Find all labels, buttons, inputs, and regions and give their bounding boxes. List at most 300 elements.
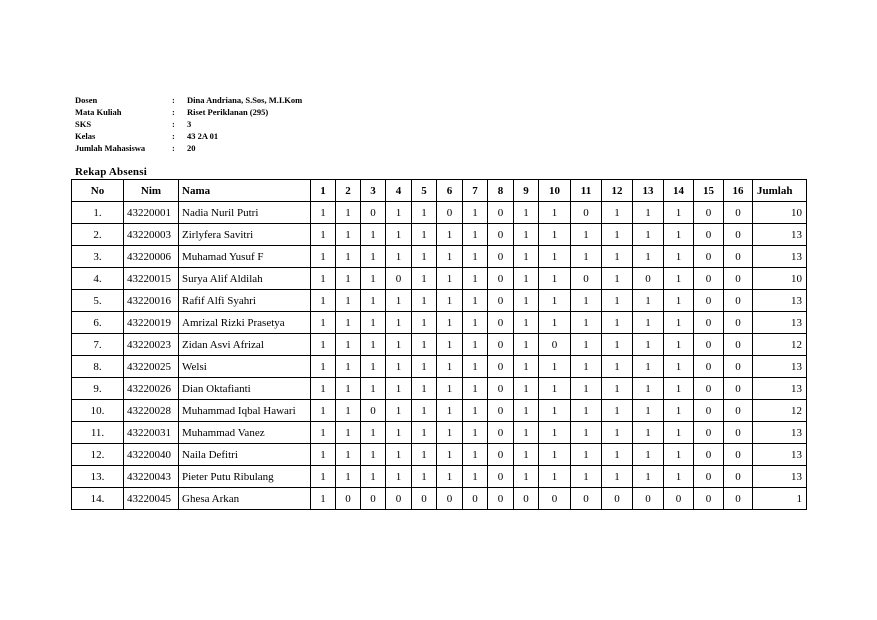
cell-session: 1 bbox=[633, 400, 664, 422]
info-label: SKS bbox=[75, 119, 92, 129]
cell-session: 1 bbox=[463, 202, 488, 224]
cell-nim: 43220045 bbox=[124, 488, 179, 510]
cell-session: 1 bbox=[386, 334, 412, 356]
info-colon: : bbox=[172, 95, 175, 105]
cell-session: 0 bbox=[437, 202, 463, 224]
cell-nama: Welsi bbox=[179, 356, 311, 378]
cell-session: 1 bbox=[437, 224, 463, 246]
cell-session: 1 bbox=[602, 378, 633, 400]
cell-session: 1 bbox=[571, 466, 602, 488]
section-title: Rekap Absensi bbox=[75, 166, 147, 178]
cell-session: 1 bbox=[386, 312, 412, 334]
cell-session: 0 bbox=[571, 268, 602, 290]
cell-session: 0 bbox=[694, 356, 724, 378]
cell-session: 1 bbox=[571, 334, 602, 356]
cell-session: 0 bbox=[694, 224, 724, 246]
table-row bbox=[72, 400, 807, 422]
header-session: 8 bbox=[488, 180, 514, 202]
cell-session: 1 bbox=[539, 422, 571, 444]
cell-session: 0 bbox=[694, 246, 724, 268]
cell-session: 0 bbox=[694, 334, 724, 356]
cell-session: 1 bbox=[664, 356, 694, 378]
cell-nama: Zirlyfera Savitri bbox=[179, 224, 311, 246]
cell-session: 1 bbox=[539, 444, 571, 466]
cell-session: 1 bbox=[311, 378, 336, 400]
cell-session: 1 bbox=[571, 224, 602, 246]
cell-nim: 43220015 bbox=[124, 268, 179, 290]
cell-session: 1 bbox=[539, 246, 571, 268]
cell-session: 1 bbox=[386, 400, 412, 422]
header-session: 4 bbox=[386, 180, 412, 202]
cell-session: 1 bbox=[514, 422, 539, 444]
cell-nama: Ghesa Arkan bbox=[179, 488, 311, 510]
info-row-dosen bbox=[75, 94, 302, 106]
header-session: 3 bbox=[361, 180, 386, 202]
cell-session: 0 bbox=[488, 356, 514, 378]
cell-session: 1 bbox=[602, 422, 633, 444]
cell-jumlah: 1 bbox=[753, 488, 807, 510]
info-label: Mata Kuliah bbox=[75, 107, 122, 117]
cell-nim: 43220031 bbox=[124, 422, 179, 444]
cell-nim: 43220001 bbox=[124, 202, 179, 224]
cell-session: 1 bbox=[633, 466, 664, 488]
cell-session: 1 bbox=[571, 290, 602, 312]
cell-session: 1 bbox=[602, 466, 633, 488]
info-row-mata-kuliah bbox=[75, 106, 302, 118]
cell-session: 1 bbox=[633, 312, 664, 334]
cell-session: 0 bbox=[724, 334, 753, 356]
cell-nim: 43220028 bbox=[124, 400, 179, 422]
cell-session: 1 bbox=[539, 224, 571, 246]
cell-session: 1 bbox=[311, 466, 336, 488]
table-row bbox=[72, 444, 807, 466]
cell-session: 1 bbox=[602, 312, 633, 334]
cell-session: 1 bbox=[336, 444, 361, 466]
header-session: 10 bbox=[539, 180, 571, 202]
cell-no: 2. bbox=[72, 224, 124, 246]
cell-no: 11. bbox=[72, 422, 124, 444]
cell-session: 0 bbox=[488, 466, 514, 488]
cell-session: 0 bbox=[488, 246, 514, 268]
cell-session: 1 bbox=[602, 246, 633, 268]
cell-session: 0 bbox=[724, 356, 753, 378]
cell-session: 1 bbox=[361, 334, 386, 356]
cell-session: 1 bbox=[633, 378, 664, 400]
info-value: Dina Andriana, S.Sos, M.I.Kom bbox=[187, 95, 303, 105]
table-row bbox=[72, 356, 807, 378]
cell-session: 0 bbox=[724, 290, 753, 312]
cell-no: 5. bbox=[72, 290, 124, 312]
cell-session: 1 bbox=[361, 268, 386, 290]
cell-session: 1 bbox=[311, 400, 336, 422]
cell-session: 1 bbox=[311, 334, 336, 356]
cell-nama: Amrizal Rizki Prasetya bbox=[179, 312, 311, 334]
cell-no: 3. bbox=[72, 246, 124, 268]
cell-no: 4. bbox=[72, 268, 124, 290]
cell-session: 1 bbox=[514, 290, 539, 312]
cell-session: 0 bbox=[694, 202, 724, 224]
cell-session: 1 bbox=[539, 400, 571, 422]
cell-session: 1 bbox=[514, 202, 539, 224]
cell-session: 0 bbox=[488, 290, 514, 312]
cell-session: 1 bbox=[633, 422, 664, 444]
cell-jumlah: 13 bbox=[753, 290, 807, 312]
cell-no: 1. bbox=[72, 202, 124, 224]
cell-session: 1 bbox=[571, 444, 602, 466]
info-colon: : bbox=[172, 119, 175, 129]
cell-session: 1 bbox=[311, 356, 336, 378]
cell-session: 1 bbox=[633, 202, 664, 224]
cell-session: 1 bbox=[336, 422, 361, 444]
table-row bbox=[72, 334, 807, 356]
cell-session: 0 bbox=[488, 202, 514, 224]
cell-session: 1 bbox=[633, 334, 664, 356]
cell-nama: Dian Oktafianti bbox=[179, 378, 311, 400]
cell-session: 1 bbox=[361, 246, 386, 268]
cell-session: 1 bbox=[336, 312, 361, 334]
header-session: 9 bbox=[514, 180, 539, 202]
cell-no: 13. bbox=[72, 466, 124, 488]
cell-session: 1 bbox=[361, 378, 386, 400]
cell-session: 1 bbox=[463, 334, 488, 356]
cell-session: 1 bbox=[664, 466, 694, 488]
cell-nama: Muhammad Vanez bbox=[179, 422, 311, 444]
cell-session: 1 bbox=[571, 400, 602, 422]
cell-session: 0 bbox=[539, 488, 571, 510]
cell-session: 0 bbox=[488, 312, 514, 334]
cell-session: 1 bbox=[602, 202, 633, 224]
cell-nama: Rafif Alfi Syahri bbox=[179, 290, 311, 312]
cell-session: 1 bbox=[602, 400, 633, 422]
cell-session: 1 bbox=[463, 466, 488, 488]
info-value: 3 bbox=[187, 119, 192, 129]
cell-session: 1 bbox=[336, 290, 361, 312]
cell-session: 1 bbox=[361, 356, 386, 378]
cell-session: 0 bbox=[488, 400, 514, 422]
cell-session: 1 bbox=[602, 290, 633, 312]
cell-session: 1 bbox=[336, 202, 361, 224]
cell-session: 0 bbox=[694, 312, 724, 334]
cell-session: 1 bbox=[311, 290, 336, 312]
cell-session: 1 bbox=[664, 290, 694, 312]
cell-session: 0 bbox=[437, 488, 463, 510]
info-row-sks bbox=[75, 118, 302, 130]
cell-session: 1 bbox=[664, 334, 694, 356]
cell-session: 0 bbox=[488, 268, 514, 290]
cell-session: 0 bbox=[724, 378, 753, 400]
cell-session: 0 bbox=[724, 444, 753, 466]
cell-session: 1 bbox=[437, 466, 463, 488]
cell-jumlah: 12 bbox=[753, 334, 807, 356]
cell-session: 1 bbox=[514, 378, 539, 400]
cell-session: 0 bbox=[694, 378, 724, 400]
cell-session: 1 bbox=[539, 290, 571, 312]
cell-session: 1 bbox=[539, 378, 571, 400]
cell-session: 1 bbox=[412, 268, 437, 290]
cell-nama: Muhamad Yusuf F bbox=[179, 246, 311, 268]
attendance-table bbox=[71, 179, 807, 510]
info-colon: : bbox=[172, 131, 175, 141]
cell-session: 1 bbox=[633, 246, 664, 268]
cell-session: 1 bbox=[386, 356, 412, 378]
cell-jumlah: 13 bbox=[753, 224, 807, 246]
cell-session: 0 bbox=[571, 202, 602, 224]
cell-session: 1 bbox=[514, 400, 539, 422]
cell-jumlah: 10 bbox=[753, 268, 807, 290]
cell-session: 0 bbox=[633, 268, 664, 290]
info-label: Dosen bbox=[75, 95, 98, 105]
table-row bbox=[72, 224, 807, 246]
cell-session: 1 bbox=[336, 334, 361, 356]
cell-nama: Naila Defitri bbox=[179, 444, 311, 466]
cell-no: 10. bbox=[72, 400, 124, 422]
info-colon: : bbox=[172, 107, 175, 117]
cell-session: 1 bbox=[633, 224, 664, 246]
cell-session: 1 bbox=[386, 422, 412, 444]
cell-jumlah: 10 bbox=[753, 202, 807, 224]
cell-session: 1 bbox=[463, 378, 488, 400]
cell-session: 0 bbox=[602, 488, 633, 510]
cell-session: 1 bbox=[412, 466, 437, 488]
cell-jumlah: 13 bbox=[753, 356, 807, 378]
cell-session: 1 bbox=[463, 356, 488, 378]
cell-nama: Muhammad Iqbal Hawari bbox=[179, 400, 311, 422]
cell-no: 12. bbox=[72, 444, 124, 466]
cell-session: 1 bbox=[437, 246, 463, 268]
cell-session: 1 bbox=[539, 312, 571, 334]
cell-session: 1 bbox=[311, 444, 336, 466]
cell-jumlah: 12 bbox=[753, 400, 807, 422]
cell-session: 0 bbox=[694, 488, 724, 510]
cell-session: 1 bbox=[412, 444, 437, 466]
header-session: 5 bbox=[412, 180, 437, 202]
cell-session: 0 bbox=[463, 488, 488, 510]
cell-nama: Zidan Asvi Afrizal bbox=[179, 334, 311, 356]
table-row bbox=[72, 466, 807, 488]
cell-session: 1 bbox=[571, 356, 602, 378]
cell-session: 1 bbox=[539, 202, 571, 224]
table-body bbox=[72, 202, 807, 510]
cell-session: 1 bbox=[311, 422, 336, 444]
cell-session: 1 bbox=[514, 466, 539, 488]
cell-session: 1 bbox=[437, 444, 463, 466]
cell-session: 1 bbox=[664, 268, 694, 290]
cell-no: 7. bbox=[72, 334, 124, 356]
header-session: 16 bbox=[724, 180, 753, 202]
cell-session: 1 bbox=[412, 334, 437, 356]
cell-no: 6. bbox=[72, 312, 124, 334]
cell-session: 1 bbox=[361, 444, 386, 466]
cell-session: 0 bbox=[724, 488, 753, 510]
header-nim: Nim bbox=[124, 180, 179, 202]
cell-session: 1 bbox=[463, 224, 488, 246]
header-session: 11 bbox=[571, 180, 602, 202]
cell-session: 1 bbox=[412, 378, 437, 400]
cell-session: 1 bbox=[412, 312, 437, 334]
cell-session: 1 bbox=[412, 356, 437, 378]
cell-nim: 43220023 bbox=[124, 334, 179, 356]
cell-nim: 43220003 bbox=[124, 224, 179, 246]
cell-session: 0 bbox=[539, 334, 571, 356]
cell-session: 1 bbox=[386, 246, 412, 268]
cell-session: 1 bbox=[664, 246, 694, 268]
cell-session: 1 bbox=[664, 422, 694, 444]
cell-session: 1 bbox=[602, 356, 633, 378]
header-session: 6 bbox=[437, 180, 463, 202]
cell-session: 1 bbox=[571, 378, 602, 400]
cell-nama: Surya Alif Aldilah bbox=[179, 268, 311, 290]
cell-session: 1 bbox=[602, 268, 633, 290]
table-row bbox=[72, 312, 807, 334]
cell-session: 1 bbox=[386, 378, 412, 400]
info-label: Jumlah Mahasiswa bbox=[75, 143, 146, 153]
cell-session: 1 bbox=[336, 378, 361, 400]
cell-session: 0 bbox=[724, 224, 753, 246]
cell-session: 1 bbox=[514, 356, 539, 378]
cell-session: 0 bbox=[724, 246, 753, 268]
cell-session: 1 bbox=[602, 334, 633, 356]
header-session: 14 bbox=[664, 180, 694, 202]
cell-session: 0 bbox=[724, 312, 753, 334]
cell-session: 1 bbox=[633, 356, 664, 378]
cell-session: 1 bbox=[664, 378, 694, 400]
table-row bbox=[72, 268, 807, 290]
cell-session: 1 bbox=[602, 224, 633, 246]
cell-session: 0 bbox=[361, 202, 386, 224]
cell-session: 1 bbox=[463, 400, 488, 422]
cell-session: 1 bbox=[386, 290, 412, 312]
cell-session: 1 bbox=[514, 268, 539, 290]
cell-session: 1 bbox=[602, 444, 633, 466]
cell-no: 9. bbox=[72, 378, 124, 400]
cell-jumlah: 13 bbox=[753, 378, 807, 400]
cell-session: 1 bbox=[311, 312, 336, 334]
header-session: 15 bbox=[694, 180, 724, 202]
cell-session: 1 bbox=[514, 444, 539, 466]
cell-session: 1 bbox=[463, 246, 488, 268]
cell-session: 1 bbox=[463, 422, 488, 444]
cell-session: 0 bbox=[488, 422, 514, 444]
cell-session: 1 bbox=[664, 202, 694, 224]
header-jumlah: Jumlah bbox=[753, 180, 807, 202]
cell-jumlah: 13 bbox=[753, 246, 807, 268]
cell-session: 1 bbox=[361, 422, 386, 444]
cell-session: 0 bbox=[488, 444, 514, 466]
cell-session: 0 bbox=[488, 378, 514, 400]
cell-session: 0 bbox=[571, 488, 602, 510]
header-no: No bbox=[72, 180, 124, 202]
cell-nim: 43220006 bbox=[124, 246, 179, 268]
info-row-kelas bbox=[75, 130, 302, 142]
cell-session: 1 bbox=[361, 224, 386, 246]
cell-session: 1 bbox=[361, 466, 386, 488]
info-value: Riset Periklanan (295) bbox=[187, 107, 269, 117]
cell-session: 1 bbox=[311, 268, 336, 290]
cell-session: 0 bbox=[488, 334, 514, 356]
cell-session: 1 bbox=[361, 312, 386, 334]
cell-session: 1 bbox=[463, 290, 488, 312]
cell-session: 1 bbox=[336, 356, 361, 378]
cell-nim: 43220025 bbox=[124, 356, 179, 378]
info-row-jumlah-mahasiswa bbox=[75, 142, 302, 154]
cell-nim: 43220019 bbox=[124, 312, 179, 334]
cell-session: 1 bbox=[336, 246, 361, 268]
header-session: 7 bbox=[463, 180, 488, 202]
cell-nim: 43220026 bbox=[124, 378, 179, 400]
header-session: 12 bbox=[602, 180, 633, 202]
cell-session: 0 bbox=[336, 488, 361, 510]
cell-session: 1 bbox=[437, 334, 463, 356]
cell-session: 1 bbox=[336, 268, 361, 290]
cell-session: 0 bbox=[724, 400, 753, 422]
cell-no: 8. bbox=[72, 356, 124, 378]
header-session: 2 bbox=[336, 180, 361, 202]
course-info bbox=[75, 94, 302, 154]
cell-session: 1 bbox=[386, 444, 412, 466]
header-nama: Nama bbox=[179, 180, 311, 202]
cell-jumlah: 13 bbox=[753, 444, 807, 466]
cell-nim: 43220040 bbox=[124, 444, 179, 466]
cell-session: 1 bbox=[437, 422, 463, 444]
cell-session: 1 bbox=[386, 202, 412, 224]
cell-session: 1 bbox=[664, 444, 694, 466]
cell-session: 1 bbox=[571, 312, 602, 334]
cell-session: 1 bbox=[633, 290, 664, 312]
cell-session: 0 bbox=[724, 466, 753, 488]
cell-nama: Nadia Nuril Putri bbox=[179, 202, 311, 224]
cell-session: 0 bbox=[386, 488, 412, 510]
cell-session: 1 bbox=[571, 422, 602, 444]
cell-session: 0 bbox=[488, 224, 514, 246]
cell-session: 0 bbox=[488, 488, 514, 510]
cell-jumlah: 13 bbox=[753, 422, 807, 444]
cell-session: 1 bbox=[514, 246, 539, 268]
cell-session: 1 bbox=[664, 224, 694, 246]
cell-session: 1 bbox=[539, 268, 571, 290]
cell-session: 1 bbox=[412, 290, 437, 312]
cell-session: 0 bbox=[633, 488, 664, 510]
cell-session: 1 bbox=[412, 422, 437, 444]
cell-session: 1 bbox=[386, 224, 412, 246]
cell-session: 1 bbox=[311, 202, 336, 224]
cell-session: 0 bbox=[694, 268, 724, 290]
table-header-row bbox=[72, 180, 807, 202]
cell-session: 0 bbox=[514, 488, 539, 510]
cell-session: 1 bbox=[437, 400, 463, 422]
cell-session: 1 bbox=[664, 400, 694, 422]
info-value: 43 2A 01 bbox=[187, 131, 219, 141]
cell-session: 1 bbox=[633, 444, 664, 466]
cell-session: 1 bbox=[437, 378, 463, 400]
cell-session: 1 bbox=[463, 444, 488, 466]
cell-session: 1 bbox=[514, 312, 539, 334]
cell-nim: 43220016 bbox=[124, 290, 179, 312]
cell-jumlah: 13 bbox=[753, 312, 807, 334]
cell-session: 0 bbox=[361, 400, 386, 422]
cell-session: 0 bbox=[412, 488, 437, 510]
cell-session: 1 bbox=[539, 356, 571, 378]
cell-session: 1 bbox=[437, 290, 463, 312]
cell-session: 1 bbox=[311, 488, 336, 510]
cell-session: 0 bbox=[724, 268, 753, 290]
cell-session: 0 bbox=[724, 422, 753, 444]
cell-session: 1 bbox=[386, 466, 412, 488]
cell-session: 1 bbox=[412, 400, 437, 422]
cell-session: 1 bbox=[336, 224, 361, 246]
cell-session: 1 bbox=[412, 224, 437, 246]
cell-session: 1 bbox=[463, 268, 488, 290]
table-row bbox=[72, 488, 807, 510]
